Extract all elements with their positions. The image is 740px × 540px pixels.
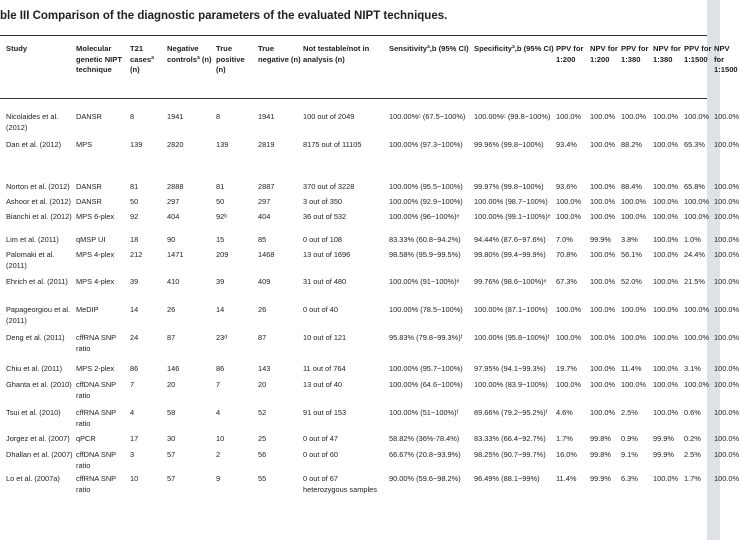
cell-technique: MPS 6-plex — [76, 212, 115, 221]
cell-spec: 96.49% (88.1−99%) — [474, 474, 540, 483]
header-ppv200: PPV for 1:200 — [556, 44, 584, 64]
cell-t21: 3 — [130, 450, 135, 459]
cell-npv380: 100.0% — [653, 277, 679, 286]
cell-ppv200: 100.0% — [556, 112, 582, 121]
cell-tp: 2 — [216, 450, 221, 459]
cell-tp: 81 — [216, 182, 225, 191]
cell-study: Nicolaides et al. (2012) — [6, 112, 59, 132]
header-spec: Specificityª,b (95% CI) — [474, 44, 554, 53]
cell-spec: 100.00% (98.7−100%) — [474, 197, 548, 206]
cell-t21: 39 — [130, 277, 139, 286]
cell-npv380: 99.9% — [653, 450, 674, 459]
cell-npv380: 100.0% — [653, 333, 679, 342]
cell-nt: 11 out of 764 — [303, 364, 346, 373]
cell-ppv200: 93.6% — [556, 182, 577, 191]
cell-npv380: 100.0% — [653, 140, 679, 149]
cell-sens: 100.00% (91−100%)ᵉ — [389, 277, 460, 286]
cell-npv200: 100.0% — [590, 364, 616, 373]
cell-ppv200: 93.4% — [556, 140, 577, 149]
cell-technique: cffRNA SNP ratio — [76, 408, 116, 428]
cell-npv200: 100.0% — [590, 250, 616, 259]
cell-spec: 99.76% (98.6−100%)ᵉ — [474, 277, 547, 286]
cell-technique: cffDNA SNP ratio — [76, 380, 116, 400]
cell-technique: qMSP UI — [76, 235, 106, 244]
cell-nt: 0 out of 47 — [303, 434, 338, 443]
cell-npv380: 100.0% — [653, 212, 679, 221]
cell-tp: 23ᵈ — [216, 333, 228, 342]
cell-ppv380: 2.5% — [621, 408, 638, 417]
cell-technique: DANSR — [76, 182, 102, 191]
cell-ppv200: 70.8% — [556, 250, 577, 259]
cell-tp: 9 — [216, 474, 221, 483]
cell-study: Tsui et al. (2010) — [6, 408, 61, 417]
cell-ppv1500: 24.4% — [684, 250, 705, 259]
cell-t21: 139 — [130, 140, 143, 149]
cell-technique: MPS 4-plex — [76, 250, 115, 259]
cell-ppv200: 67.3% — [556, 277, 577, 286]
cell-study: Lim et al. (2011) — [6, 235, 59, 244]
cell-study: Deng et al. (2011) — [6, 333, 65, 342]
cell-study: Lo et al. (2007a) — [6, 474, 60, 483]
cell-t21: 4 — [130, 408, 135, 417]
cell-npv1500: 100.0% — [714, 140, 740, 149]
cell-npv380: 100.0% — [653, 408, 679, 417]
cell-study: Bianchi et al. (2012) — [6, 212, 72, 221]
cell-sens: 98.58% (95.9−99.5%) — [389, 250, 461, 259]
cell-ppv200: 100.0% — [556, 212, 582, 221]
cell-npv1500: 100.0% — [714, 305, 740, 314]
cell-t21: 10 — [130, 474, 139, 483]
cell-tn: 1941 — [258, 112, 275, 121]
cell-tp: 39 — [216, 277, 225, 286]
header-negctrl: Negative controlsª (n) — [167, 44, 212, 64]
cell-npv380: 100.0% — [653, 380, 679, 389]
cell-npv200: 100.0% — [590, 408, 616, 417]
cell-ppv1500: 100.0% — [684, 333, 710, 342]
cell-npv380: 100.0% — [653, 364, 679, 373]
header-tn: True negative (n) — [258, 44, 301, 64]
cell-sens: 66.67% (20.8−93.9%) — [389, 450, 461, 459]
cell-npv200: 100.0% — [590, 333, 616, 342]
cell-technique: DANSR — [76, 197, 102, 206]
cell-tn: 297 — [258, 197, 271, 206]
cell-tn: 2819 — [258, 140, 275, 149]
cell-ppv380: 6.3% — [621, 474, 638, 483]
cell-t21: 18 — [130, 235, 139, 244]
cell-negctrl: 20 — [167, 380, 176, 389]
cell-negctrl: 57 — [167, 450, 176, 459]
cell-nt: 13 out of 40 — [303, 380, 343, 389]
cell-negctrl: 58 — [167, 408, 176, 417]
cell-technique: MPS — [76, 140, 93, 149]
cell-nt: 10 out of 121 — [303, 333, 347, 342]
cell-negctrl: 2820 — [167, 140, 184, 149]
cell-nt: 31 out of 480 — [303, 277, 347, 286]
cell-ppv1500: 1.0% — [684, 235, 701, 244]
cell-ppv380: 100.0% — [621, 305, 647, 314]
cell-tp: 4 — [216, 408, 221, 417]
cell-ppv1500: 100.0% — [684, 380, 710, 389]
cell-ppv1500: 2.5% — [684, 450, 701, 459]
cell-ppv380: 3.8% — [621, 235, 638, 244]
cell-npv1500: 100.0% — [714, 333, 740, 342]
cell-t21: 7 — [130, 380, 135, 389]
cell-npv200: 100.0% — [590, 197, 616, 206]
cell-ppv200: 100.0% — [556, 197, 582, 206]
header-tp: True positive (n) — [216, 44, 245, 74]
cell-technique: MPS 4-plex — [76, 277, 115, 286]
cell-ppv380: 9.1% — [621, 450, 638, 459]
cell-ppv380: 0.9% — [621, 434, 638, 443]
table-top-rule — [0, 35, 707, 36]
cell-tn: 87 — [258, 333, 267, 342]
cell-ppv1500: 3.1% — [684, 364, 701, 373]
cell-ppv1500: 100.0% — [684, 212, 710, 221]
cell-ppv200: 16.0% — [556, 450, 577, 459]
cell-ppv1500: 0.2% — [684, 434, 701, 443]
cell-npv1500: 100.0% — [714, 212, 740, 221]
cell-tp: 50 — [216, 197, 225, 206]
cell-npv380: 100.0% — [653, 474, 679, 483]
cell-technique: MPS 2-plex — [76, 364, 115, 373]
cell-tn: 55 — [258, 474, 267, 483]
cell-tn: 56 — [258, 450, 267, 459]
header-sens: Sensitivityª,b (95% CI) — [389, 44, 469, 53]
cell-ppv380: 52.0% — [621, 277, 642, 286]
cell-sens: 100.00% (97.3−100%) — [389, 140, 463, 149]
cell-spec: 99.96% (99.8−100%) — [474, 140, 544, 149]
cell-tp: 92ᵇ — [216, 212, 228, 221]
cell-spec: 100.00% (99.1−100%)ᵉ — [474, 212, 551, 221]
cell-negctrl: 90 — [167, 235, 176, 244]
cell-tn: 25 — [258, 434, 267, 443]
cell-study: Ehrich et al. (2011) — [6, 277, 68, 286]
cell-npv380: 100.0% — [653, 250, 679, 259]
cell-ppv380: 100.0% — [621, 333, 647, 342]
cell-nt: 13 out of 1696 — [303, 250, 351, 259]
cell-sens: 100.00% (95.7−100%) — [389, 364, 463, 373]
cell-tn: 26 — [258, 305, 267, 314]
cell-ppv1500: 65.8% — [684, 182, 705, 191]
cell-t21: 86 — [130, 364, 139, 373]
cell-ppv200: 4.6% — [556, 408, 573, 417]
cell-tp: 86 — [216, 364, 225, 373]
cell-npv200: 99.8% — [590, 434, 611, 443]
header-npv380: NPV for 1:380 — [653, 44, 681, 64]
header-ppv380: PPV for 1:380 — [621, 44, 649, 64]
header-ppv1500: PPV for 1:1500 — [684, 44, 712, 64]
cell-npv200: 100.0% — [590, 182, 616, 191]
cell-study: Jorgez et al. (2007) — [6, 434, 70, 443]
cell-sens: 100.00% (64.6−100%) — [389, 380, 463, 389]
cell-sens: 100.00% (95.5−100%) — [389, 182, 463, 191]
cell-tn: 85 — [258, 235, 267, 244]
cell-tn: 1468 — [258, 250, 275, 259]
cell-technique: qPCR — [76, 434, 96, 443]
cell-sens: 100.00% (92.9−100%) — [389, 197, 463, 206]
cell-negctrl: 26 — [167, 305, 176, 314]
cell-sens: 100.00%ᶜ (67.5−100%) — [389, 112, 466, 121]
cell-nt: 0 out of 60 — [303, 450, 338, 459]
cell-npv200: 100.0% — [590, 305, 616, 314]
cell-negctrl: 2888 — [167, 182, 184, 191]
cell-nt: 8175 out of 11105 — [303, 140, 362, 149]
cell-study: Chiu et al. (2011) — [6, 364, 63, 373]
cell-ppv380: 88.4% — [621, 182, 642, 191]
cell-nt: 0 out of 67 heterozygous samples — [303, 474, 377, 494]
cell-ppv1500: 1.7% — [684, 474, 701, 483]
cell-npv200: 100.0% — [590, 380, 616, 389]
header-bottom-rule — [0, 98, 707, 99]
cell-npv200: 99.8% — [590, 450, 611, 459]
cell-spec: 100.00%ᶜ (99.8−100%) — [474, 112, 551, 121]
cell-sens: 95.83% (79.8−99.3%)ᶠ — [389, 333, 463, 342]
cell-tn: 20 — [258, 380, 267, 389]
cell-negctrl: 87 — [167, 333, 176, 342]
cell-tp: 10 — [216, 434, 225, 443]
cell-nt: 91 out of 153 — [303, 408, 347, 417]
cell-tn: 143 — [258, 364, 271, 373]
cell-npv200: 99.9% — [590, 474, 611, 483]
cell-npv1500: 100.0% — [714, 235, 740, 244]
cell-nt: 36 out of 532 — [303, 212, 347, 221]
cell-npv200: 100.0% — [590, 212, 616, 221]
cell-study: Dhallan et al. (2007) — [6, 450, 73, 459]
cell-ppv380: 11.4% — [621, 364, 642, 373]
cell-sens: 100.00% (51−100%)ᶠ — [389, 408, 459, 417]
cell-npv380: 100.0% — [653, 197, 679, 206]
cell-t21: 50 — [130, 197, 139, 206]
cell-npv1500: 100.0% — [714, 450, 740, 459]
cell-ppv200: 100.0% — [556, 380, 582, 389]
cell-npv380: 100.0% — [653, 305, 679, 314]
cell-npv1500: 100.0% — [714, 250, 740, 259]
cell-npv1500: 100.0% — [714, 434, 740, 443]
cell-npv200: 100.0% — [590, 140, 616, 149]
cell-technique: cffRNA SNP ratio — [76, 333, 116, 353]
header-nt: Not testable/not in analysis (n) — [303, 44, 370, 64]
header-study: Study — [6, 44, 28, 53]
cell-npv1500: 100.0% — [714, 380, 740, 389]
cell-technique: DANSR — [76, 112, 102, 121]
cell-negctrl: 410 — [167, 277, 180, 286]
cell-ppv200: 100.0% — [556, 305, 582, 314]
cell-spec: 94.44% (87.6−97.6%) — [474, 235, 546, 244]
cell-study: Dan et al. (2012) — [6, 140, 62, 149]
cell-npv200: 100.0% — [590, 277, 616, 286]
cell-npv380: 100.0% — [653, 235, 679, 244]
cell-tp: 8 — [216, 112, 221, 121]
cell-nt: 370 out of 3228 — [303, 182, 355, 191]
cell-sens: 100.00% (78.5−100%) — [389, 305, 463, 314]
cell-negctrl: 57 — [167, 474, 176, 483]
cell-negctrl: 297 — [167, 197, 180, 206]
cell-npv1500: 100.0% — [714, 474, 740, 483]
cell-ppv380: 100.0% — [621, 197, 647, 206]
cell-ppv200: 19.7% — [556, 364, 577, 373]
cell-npv1500: 100.0% — [714, 364, 740, 373]
cell-sens: 100.00% (96−100%)ᵉ — [389, 212, 460, 221]
cell-study: Papageorgiou et al. (2011) — [6, 305, 71, 325]
cell-t21: 8 — [130, 112, 135, 121]
cell-study: Ashoor et al. (2012) — [6, 197, 71, 206]
header-npv1500: NPV for 1:1500 — [714, 44, 738, 74]
cell-ppv200: 100.0% — [556, 333, 582, 342]
cell-negctrl: 30 — [167, 434, 176, 443]
cell-technique: cffDNA SNP ratio — [76, 450, 116, 470]
cell-t21: 92 — [130, 212, 139, 221]
cell-t21: 81 — [130, 182, 139, 191]
cell-study: Ghanta et al. (2010) — [6, 380, 72, 389]
cell-tp: 7 — [216, 380, 221, 389]
cell-spec: 97.95% (94.1−99.3%) — [474, 364, 546, 373]
cell-ppv380: 100.0% — [621, 380, 647, 389]
cell-spec: 98.25% (90.7−99.7%) — [474, 450, 546, 459]
cell-study: Norton et al. (2012) — [6, 182, 70, 191]
cell-ppv200: 7.0% — [556, 235, 573, 244]
cell-npv380: 99.9% — [653, 434, 674, 443]
cell-sens: 90.00% (59.6−98.2%) — [389, 474, 461, 483]
table-title: ble III Comparison of the diagnostic parameters of the evaluated NIPT techniques. — [0, 10, 448, 22]
cell-ppv380: 100.0% — [621, 112, 647, 121]
cell-ppv1500: 21.5% — [684, 277, 705, 286]
cell-tn: 409 — [258, 277, 271, 286]
cell-tp: 15 — [216, 235, 225, 244]
cell-ppv380: 100.0% — [621, 212, 647, 221]
cell-tp: 209 — [216, 250, 229, 259]
cell-spec: 100.00% (83.9−100%) — [474, 380, 548, 389]
cell-npv380: 100.0% — [653, 112, 679, 121]
cell-nt: 100 out of 2049 — [303, 112, 355, 121]
cell-study: Palomaki et al. (2011) — [6, 250, 55, 270]
cell-t21: 212 — [130, 250, 143, 259]
header-technique: Molecular genetic NIPT technique — [76, 44, 122, 74]
cell-npv200: 100.0% — [590, 112, 616, 121]
cell-spec: 99.97% (99.8−100%) — [474, 182, 544, 191]
cell-nt: 0 out of 40 — [303, 305, 338, 314]
cell-negctrl: 1471 — [167, 250, 184, 259]
cell-ppv1500: 100.0% — [684, 197, 710, 206]
cell-technique: cffRNA SNP ratio — [76, 474, 116, 494]
cell-npv200: 99.9% — [590, 235, 611, 244]
cell-negctrl: 146 — [167, 364, 180, 373]
cell-npv380: 100.0% — [653, 182, 679, 191]
cell-ppv1500: 65.3% — [684, 140, 705, 149]
cell-ppv1500: 0.6% — [684, 408, 701, 417]
cell-ppv1500: 100.0% — [684, 112, 710, 121]
cell-sens: 58.82% (36%-78.4%) — [389, 434, 460, 443]
cell-npv1500: 100.0% — [714, 197, 740, 206]
cell-ppv380: 56.1% — [621, 250, 642, 259]
cell-spec: 100.00% (95.8−100%)ᶠ — [474, 333, 550, 342]
cell-ppv1500: 100.0% — [684, 305, 710, 314]
cell-npv1500: 100.0% — [714, 182, 740, 191]
header-t21: T21 casesª (n) — [130, 44, 154, 74]
cell-negctrl: 404 — [167, 212, 180, 221]
cell-ppv200: 1.7% — [556, 434, 573, 443]
cell-tp: 14 — [216, 305, 225, 314]
cell-spec: 100.00% (87.1−100%) — [474, 305, 548, 314]
cell-spec: 83.33% (66.4−92.7%) — [474, 434, 546, 443]
cell-tn: 52 — [258, 408, 267, 417]
cell-t21: 14 — [130, 305, 139, 314]
cell-ppv380: 88.2% — [621, 140, 642, 149]
cell-spec: 89.66% (79.2−95.2%)ᶠ — [474, 408, 548, 417]
cell-npv1500: 100.0% — [714, 112, 740, 121]
cell-t21: 24 — [130, 333, 139, 342]
cell-technique: MeDIP — [76, 305, 99, 314]
cell-npv1500: 100.0% — [714, 277, 740, 286]
cell-ppv200: 11.4% — [556, 474, 577, 483]
cell-sens: 83.33% (60.8−94.2%) — [389, 235, 461, 244]
cell-spec: 99.80% (99.4−99.9%) — [474, 250, 546, 259]
cell-tp: 139 — [216, 140, 229, 149]
cell-tn: 2887 — [258, 182, 275, 191]
cell-t21: 17 — [130, 434, 139, 443]
cell-nt: 3 out of 350 — [303, 197, 343, 206]
cell-tn: 404 — [258, 212, 271, 221]
cell-npv1500: 100.0% — [714, 408, 740, 417]
cell-nt: 0 out of 108 — [303, 235, 343, 244]
cell-negctrl: 1941 — [167, 112, 184, 121]
header-npv200: NPV for 1:200 — [590, 44, 618, 64]
